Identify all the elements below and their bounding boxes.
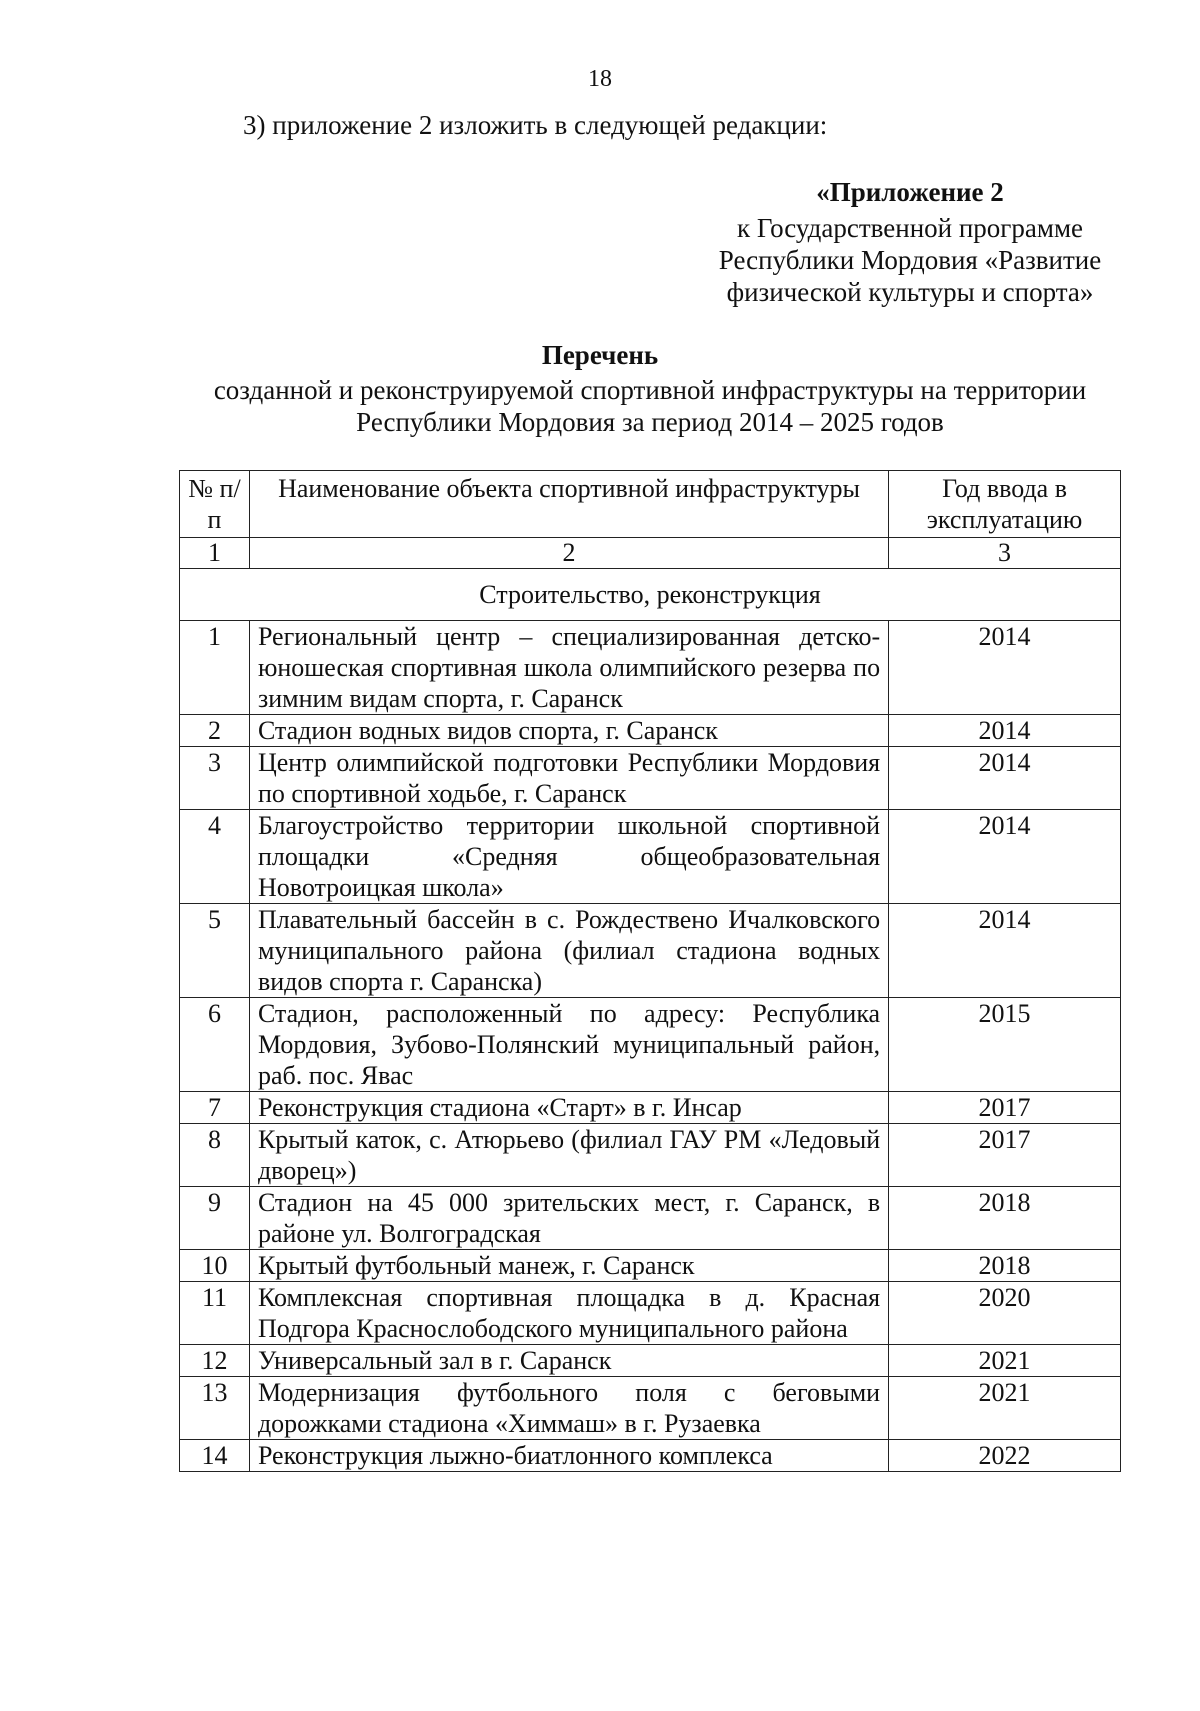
table-row xyxy=(180,1187,1121,1250)
commission-year: 2014 xyxy=(889,747,1121,810)
appendix-heading xyxy=(690,176,1130,308)
column-number-row xyxy=(180,538,1121,569)
commission-year: 2014 xyxy=(889,810,1121,904)
row-number: 5 xyxy=(180,904,250,998)
object-name: Региональный центр – специализированная детско-юношеская спортивная школа олимпийского резерва по зимним видам спорта, г. Саранск xyxy=(249,621,888,715)
commission-year: 2014 xyxy=(889,621,1121,715)
row-number: 3 xyxy=(180,747,250,810)
table-row xyxy=(180,1092,1121,1124)
object-name: Стадион водных видов спорта, г. Саранск xyxy=(249,715,888,747)
intro-line: 3) приложение 2 изложить в следующей редакции: xyxy=(243,110,828,140)
object-name: Центр олимпийской подготовки Республики Мордовия по спортивной ходьбе, г. Саранск xyxy=(249,747,888,810)
object-name: Реконструкция лыжно-биатлонного комплекса xyxy=(249,1440,888,1472)
object-name: Стадион, расположенный по адресу: Республика Мордовия, Зубово-Полянский муниципальный район, раб. пос. Явас xyxy=(249,998,888,1092)
object-name: Реконструкция стадиона «Старт» в г. Инсар xyxy=(249,1092,888,1124)
column-number: 2 xyxy=(249,538,888,569)
row-number: 9 xyxy=(180,1187,250,1250)
table-row xyxy=(180,1440,1121,1472)
appendix-line: Республики Мордовия «Развитие xyxy=(718,245,1102,275)
table-row xyxy=(180,1377,1121,1440)
row-number: 10 xyxy=(180,1250,250,1282)
table-header-row xyxy=(180,471,1121,538)
section-row xyxy=(180,569,1121,621)
row-number: 14 xyxy=(180,1440,250,1472)
object-name: Стадион на 45 000 зрительских мест, г. Саранск, в районе ул. Волгоградская xyxy=(249,1187,888,1250)
list-title: Перечень xyxy=(541,340,659,370)
list-subtitle xyxy=(100,374,1200,438)
object-name: Комплексная спортивная площадка в д. Красная Подгора Краснослободского муниципального района xyxy=(249,1282,888,1345)
header-name: Наименование объекта спортивной инфраструктуры xyxy=(249,471,888,538)
column-number: 1 xyxy=(180,538,250,569)
row-number: 7 xyxy=(180,1092,250,1124)
row-number: 1 xyxy=(180,621,250,715)
row-number: 13 xyxy=(180,1377,250,1440)
row-number: 4 xyxy=(180,810,250,904)
page-number: 18 xyxy=(588,66,612,92)
commission-year: 2017 xyxy=(889,1124,1121,1187)
row-number: 12 xyxy=(180,1345,250,1377)
header-year: Год ввода в эксплуатацию xyxy=(889,471,1121,538)
list-subtitle-line: созданной и реконструируемой спортивной инфраструктуры на территории xyxy=(213,375,1087,405)
object-name: Благоустройство территории школьной спортивной площадки «Средняя общеобразовательная Новотроицкая школа» xyxy=(249,810,888,904)
infrastructure-table xyxy=(179,470,1121,1472)
commission-year: 2020 xyxy=(889,1282,1121,1345)
appendix-line: физической культуры и спорта» xyxy=(726,277,1094,307)
commission-year: 2014 xyxy=(889,715,1121,747)
column-number: 3 xyxy=(889,538,1121,569)
commission-year: 2018 xyxy=(889,1250,1121,1282)
table-row xyxy=(180,810,1121,904)
table-row xyxy=(180,715,1121,747)
object-name: Модернизация футбольного поля с беговыми дорожками стадиона «Химмаш» в г. Рузаевка xyxy=(249,1377,888,1440)
table-row xyxy=(180,621,1121,715)
table-row xyxy=(180,1345,1121,1377)
commission-year: 2021 xyxy=(889,1377,1121,1440)
table-row xyxy=(180,1250,1121,1282)
object-name: Универсальный зал в г. Саранск xyxy=(249,1345,888,1377)
commission-year: 2021 xyxy=(889,1345,1121,1377)
appendix-line: к Государственной программе xyxy=(736,213,1084,243)
row-number: 11 xyxy=(180,1282,250,1345)
object-name: Крытый каток, с. Атюрьево (филиал ГАУ РМ «Ледовый дворец») xyxy=(249,1124,888,1187)
table-row xyxy=(180,998,1121,1092)
table-row xyxy=(180,1282,1121,1345)
table-row xyxy=(180,747,1121,810)
row-number: 6 xyxy=(180,998,250,1092)
section-title: Строительство, реконструкция xyxy=(180,569,1121,621)
row-number: 8 xyxy=(180,1124,250,1187)
row-number: 2 xyxy=(180,715,250,747)
commission-year: 2015 xyxy=(889,998,1121,1092)
header-number: № п/п xyxy=(180,471,250,538)
list-subtitle-line: Республики Мордовия за период 2014 – 2025 годов xyxy=(356,407,944,437)
commission-year: 2022 xyxy=(889,1440,1121,1472)
object-name: Крытый футбольный манеж, г. Саранск xyxy=(249,1250,888,1282)
table-row xyxy=(180,904,1121,998)
object-name: Плавательный бассейн в с. Рождествено Ичалковского муниципального района (филиал стадиона водных видов спорта г. Саранска) xyxy=(249,904,888,998)
appendix-title: «Приложение 2 xyxy=(816,177,1004,207)
commission-year: 2017 xyxy=(889,1092,1121,1124)
table-row xyxy=(180,1124,1121,1187)
commission-year: 2018 xyxy=(889,1187,1121,1250)
commission-year: 2014 xyxy=(889,904,1121,998)
